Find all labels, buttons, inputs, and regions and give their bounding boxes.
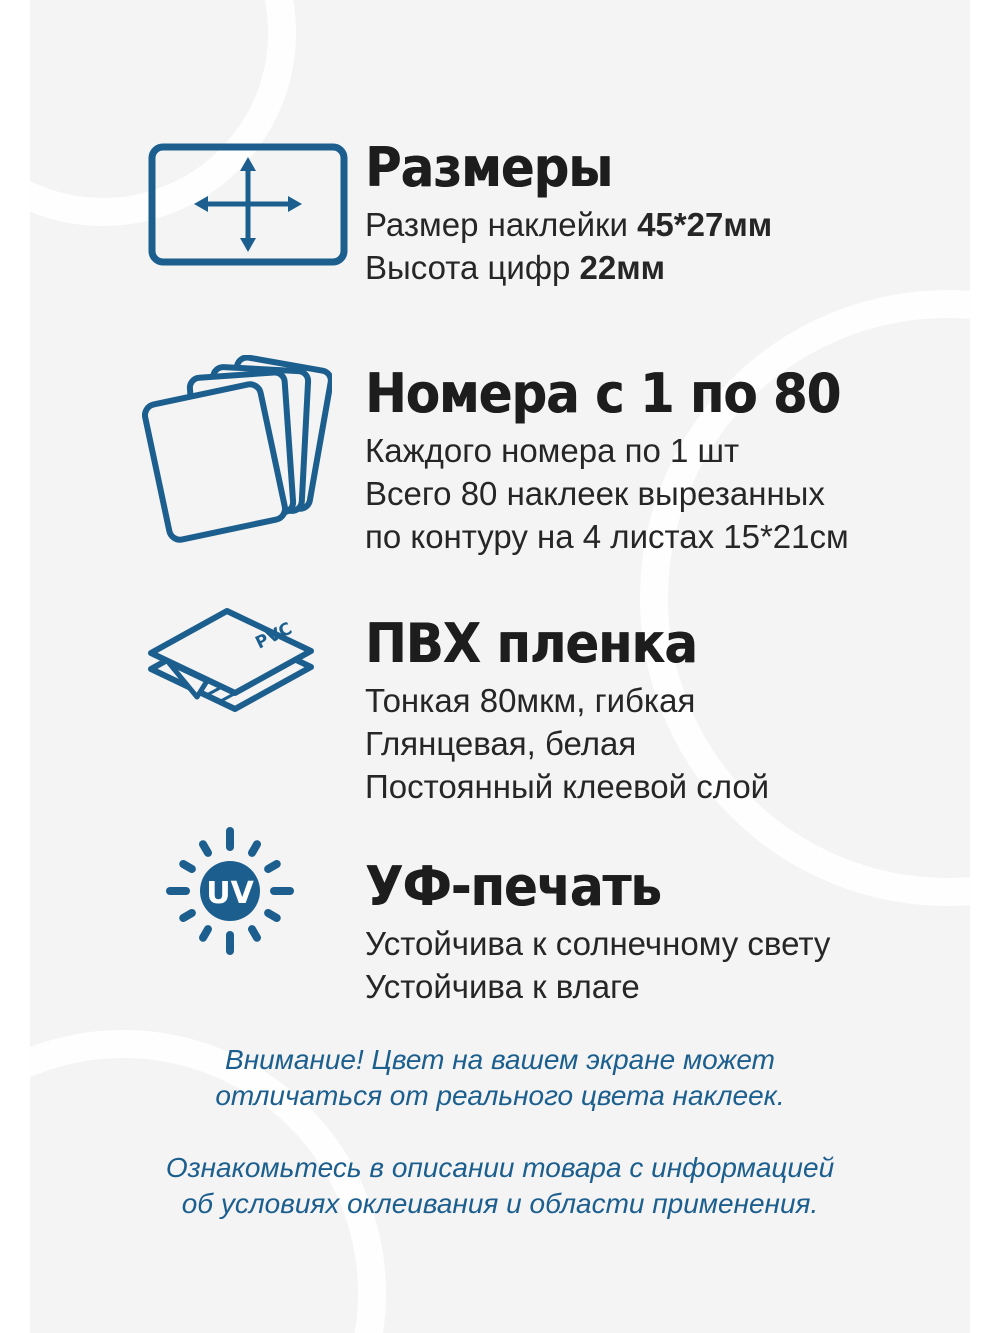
section-title: УФ-печать [365,855,661,918]
section-uv-print [30,848,970,1018]
sun-ray [183,864,192,869]
section-sizes [30,135,970,305]
sun-ray [252,929,257,938]
sun-ray [268,913,277,918]
sun-ray [203,929,208,938]
resize-arrows-icon [148,143,348,268]
sun-ray [252,844,257,853]
description-line: Устойчива к влаге [365,968,640,1005]
section-numbers [30,355,970,565]
uv-sun-icon [165,826,295,956]
description-line: Каждого номера по 1 шт [365,432,740,469]
description-line: Глянцевая, белая [365,725,637,762]
color-warning-note [30,1042,970,1114]
section-pvc-film [30,605,970,805]
sun-ray [183,913,192,918]
description-line: Постоянный клеевой слой [365,768,770,805]
note-line: отличаться от реального цвета наклеек. [215,1080,785,1111]
pvc-label: PVC [252,618,296,654]
stacked-sheets-icon [142,355,332,545]
section-title: Размеры [365,136,613,199]
description-line: Тонкая 80мкм, гибкая [365,682,696,719]
note-line: об условиях оклеивания и области применения. [181,1188,819,1219]
description-line: по контуру на 4 листах 15*21см [365,518,849,555]
pvc-film-icon [147,605,315,715]
sun-ray [203,844,208,853]
description-line: Устойчива к солнечному свету [365,925,831,962]
note-line: Ознакомьтесь в описании товара с информацией [165,1152,835,1183]
description-line: Всего 80 наклеек вырезанных [365,475,825,512]
note-line: Внимание! Цвет на вашем экране может [225,1044,775,1075]
sun-ray [268,864,277,869]
application-info-note [30,1150,970,1222]
product-info-card [30,0,970,1333]
section-title: ПВХ пленка [365,612,697,675]
sticker-size-line: Размер наклейки 45*27мм [365,206,773,243]
digit-height-line: Высота цифр 22мм [365,249,666,286]
uv-label: UV [206,876,254,911]
section-title: Номера с 1 по 80 [365,362,841,425]
